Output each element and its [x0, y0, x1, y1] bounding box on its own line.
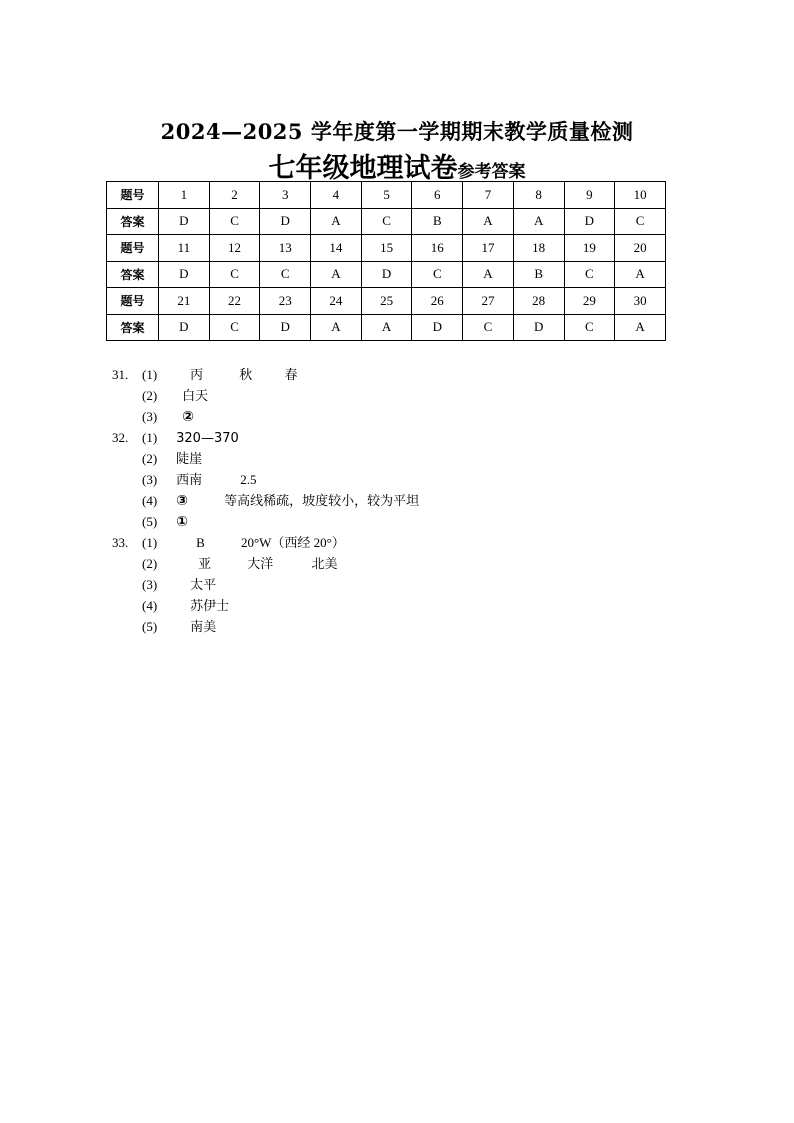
question-number-cell: 26 [412, 288, 463, 315]
question-number-cell: 30 [615, 288, 666, 315]
exam-title: 2024—2025 学年度第一学期期末教学质量检测 [160, 119, 634, 144]
question-number-cell: 28 [513, 288, 564, 315]
question-number-header: 题号 [107, 288, 159, 315]
question-number-cell: 19 [564, 235, 615, 262]
subjective-answers [112, 364, 429, 637]
question-number-cell: 22 [209, 288, 260, 315]
answer-cell: C [564, 261, 615, 288]
table-row [107, 261, 666, 288]
answer-cell: D [361, 261, 412, 288]
table-row [107, 182, 666, 209]
answer-cell: D [260, 208, 311, 235]
answer-cell: D [412, 314, 463, 341]
answer-cell: C [361, 208, 412, 235]
answer-cell: C [209, 208, 260, 235]
question-number-cell: 5 [361, 182, 412, 209]
question-number-cell: 14 [311, 235, 362, 262]
table-row [107, 208, 666, 235]
question-number-header: 题号 [107, 235, 159, 262]
question-number-cell: 7 [463, 182, 514, 209]
question-32-part-3: (3) 西南 2.5 [142, 472, 257, 488]
question-number-cell: 9 [564, 182, 615, 209]
table-row [107, 288, 666, 315]
answer-cell: A [311, 208, 362, 235]
question-33-part-3: (3) 太平 [142, 577, 217, 593]
question-33-part-1: 33. (1) B 20°W（西经 20°） [112, 535, 345, 550]
question-31-part-1: 31. (1) 丙 秋 春 [112, 367, 298, 383]
question-number-cell: 15 [361, 235, 412, 262]
answer-cell: D [260, 314, 311, 341]
question-33-part-2: (2) 亚 大洋 北美 [142, 556, 338, 572]
question-number-cell: 10 [615, 182, 666, 209]
question-number-cell: 8 [513, 182, 564, 209]
question-number-cell: 29 [564, 288, 615, 315]
answer-cell: D [159, 208, 210, 235]
answer-cell: C [260, 261, 311, 288]
answer-cell: A [513, 208, 564, 235]
answer-cell: A [463, 261, 514, 288]
answer-cell: D [513, 314, 564, 341]
question-number-cell: 27 [463, 288, 514, 315]
table-row [107, 314, 666, 341]
question-number-cell: 23 [260, 288, 311, 315]
answer-cell: A [361, 314, 412, 341]
question-number-cell: 16 [412, 235, 463, 262]
question-33-part-4: (4) 苏伊士 [142, 598, 230, 614]
question-32-part-1: 32. (1) 320—370 [112, 430, 239, 446]
question-number-cell: 12 [209, 235, 260, 262]
question-number-cell: 18 [513, 235, 564, 262]
question-number-cell: 13 [260, 235, 311, 262]
question-number-cell: 11 [159, 235, 210, 262]
answer-cell: A [311, 314, 362, 341]
question-number-cell: 6 [412, 182, 463, 209]
question-number-cell: 24 [311, 288, 362, 315]
answer-cell: A [463, 208, 514, 235]
question-33-part-5: (5) 南美 [142, 619, 217, 635]
answer-cell: A [615, 261, 666, 288]
answer-header: 答案 [107, 261, 159, 288]
question-number-cell: 25 [361, 288, 412, 315]
question-number-cell: 2 [209, 182, 260, 209]
answer-cell: B [412, 208, 463, 235]
answer-cell: A [615, 314, 666, 341]
table-row [107, 235, 666, 262]
question-number-cell: 1 [159, 182, 210, 209]
answer-cell: C [615, 208, 666, 235]
question-number-cell: 3 [260, 182, 311, 209]
answer-cell: D [159, 261, 210, 288]
question-32-part-5: (5) ① [142, 514, 188, 530]
question-32-part-2: (2) 陡崖 [142, 451, 203, 467]
answer-cell: C [412, 261, 463, 288]
question-number-cell: 20 [615, 235, 666, 262]
question-31-part-2: (2) 白天 [142, 388, 209, 404]
exam-subtitle [0, 146, 794, 185]
question-number-cell: 4 [311, 182, 362, 209]
answer-cell: D [159, 314, 210, 341]
subject-title: 七年级地理试卷 [268, 153, 458, 184]
answer-cell: C [209, 314, 260, 341]
question-number-cell: 21 [159, 288, 210, 315]
answer-cell: A [311, 261, 362, 288]
answer-header: 答案 [107, 314, 159, 341]
answer-header: 答案 [107, 208, 159, 235]
answer-cell: C [463, 314, 514, 341]
answer-cell: C [209, 261, 260, 288]
answer-key-label: 参考答案 [457, 162, 526, 182]
question-number-header: 题号 [107, 182, 159, 209]
answer-table [106, 181, 666, 341]
question-number-cell: 17 [463, 235, 514, 262]
answer-cell: C [564, 314, 615, 341]
answer-cell: D [564, 208, 615, 235]
answer-cell: B [513, 261, 564, 288]
question-31-part-3: (3) ② [142, 409, 194, 425]
question-32-part-4: (4) ③ 等高线稀疏，坡度较小，较为平坦 [142, 493, 420, 509]
